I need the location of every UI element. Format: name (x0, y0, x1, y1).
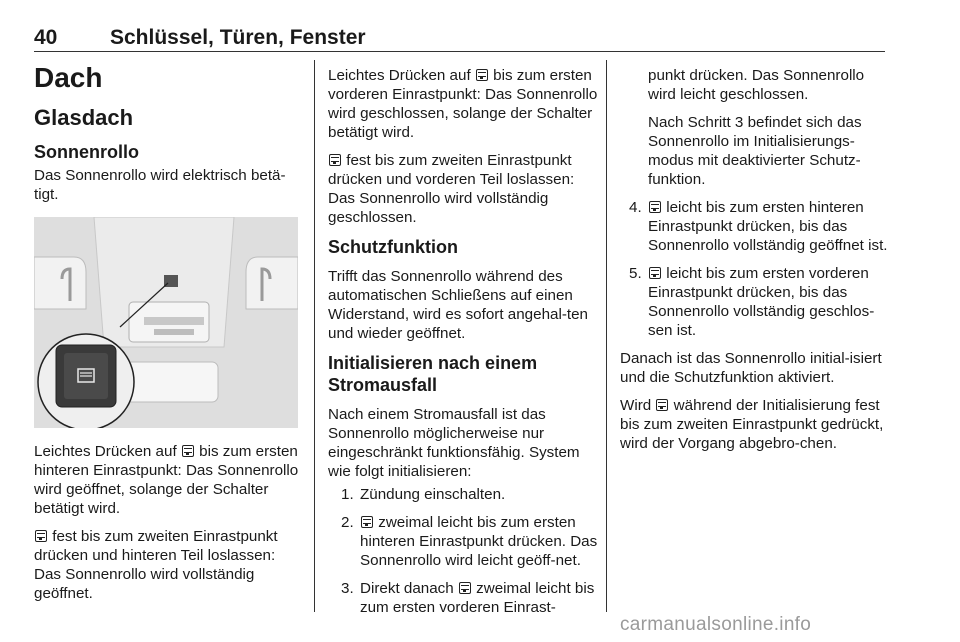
list-item (328, 485, 598, 504)
sunroof-switch-icon (182, 445, 194, 457)
text-run: bis zum ersten vorderen Einrastpunkt: Das Sonnenrollo wird geschlossen, solange der Schalter betätigt wird. (328, 67, 598, 141)
sunroof-switch-figure (34, 217, 298, 428)
sunroof-switch-icon (656, 399, 668, 411)
column-divider (606, 60, 607, 612)
list-number: 5. (629, 265, 642, 282)
list-item (328, 513, 598, 570)
list-item (328, 579, 598, 617)
text-run: Leichtes Drücken auf (34, 443, 181, 460)
text-run: zweimal leicht bis zum ersten hinteren Einrastpunkt drücken. Das Sonnenrollo wird leicht geöff-net. (360, 514, 598, 569)
intro-paragraph: Das Sonnenrollo wird elektrisch betä-tigt. (34, 167, 286, 203)
paragraph-close-full (328, 151, 598, 227)
text-run: während der Initialisierung fest bis zum zweiten Einrastpunkt gedrückt, wird der Vorgang abgebro-chen. (620, 397, 884, 452)
running-title: Schlüssel, Türen, Fenster (110, 26, 366, 49)
list-number: 3. (341, 580, 354, 597)
abort-paragraph (620, 396, 888, 453)
paragraph-open-partial (34, 442, 300, 518)
sunroof-switch-icon (459, 582, 471, 594)
text-run: fest bis zum zweiten Einrastpunkt drücken und vorderen Teil loslassen: Das Sonnenrollo wird vollständig geschlossen. (328, 152, 575, 226)
sunroof-switch-icon (476, 69, 488, 81)
text-run: fest bis zum zweiten Einrastpunkt drücken und hinteren Teil loslassen: Das Sonnenrollo wird vollständig geöffnet. (34, 528, 278, 602)
init-heading: Initialisieren nach einem Stromausfall (328, 353, 538, 395)
page-header (34, 26, 885, 52)
step3-note: Nach Schritt 3 befindet sich das Sonnenrollo im Initialisierungs-modus mit deaktivierter Schutz-funktion. (648, 114, 862, 188)
column-2 (328, 66, 598, 626)
subsection-title: Glasdach (34, 105, 134, 130)
text-run: Direkt danach (360, 580, 458, 597)
init-steps (328, 485, 598, 617)
list-number: 4. (629, 199, 642, 216)
init-steps-continued (620, 198, 888, 340)
header-rule (34, 51, 885, 52)
column-3 (620, 66, 888, 462)
paragraph-close-partial (328, 66, 598, 142)
after-init-paragraph: Danach ist das Sonnenrollo initial-isiert und die Schutzfunktion aktiviert. (620, 350, 882, 386)
text-run: bis zum ersten hinteren Einrastpunkt: Das Sonnenrollo wird geöffnet, solange der Schalter betätigt wird. (34, 443, 299, 517)
sunroof-switch-icon (329, 154, 341, 166)
protection-paragraph: Trifft das Sonnenrollo während des automatischen Schließens auf einen Widerstand, wird es sofort angehal-ten und wieder geöffnet. (328, 268, 589, 342)
list-number: 2. (341, 514, 354, 531)
watermark: carmanualsonline.info (620, 614, 812, 635)
list-number: 1. (341, 486, 354, 503)
init-paragraph: Nach einem Stromausfall ist das Sonnenrollo möglicherweise nur eingeschränkt funktionsfähig. System wie folgt initialisieren: (328, 406, 580, 480)
text-run: Zündung einschalten. (360, 486, 506, 503)
text-run: Leichtes Drücken auf (328, 67, 475, 84)
section-title: Dach (34, 62, 103, 93)
topic-title: Sonnenrollo (34, 142, 139, 162)
sunroof-switch-icon (361, 516, 373, 528)
sunroof-switch-icon (649, 267, 661, 279)
page-number: 40 (34, 26, 58, 49)
step3-continuation: punkt drücken. Das Sonnenrollo wird leicht geschlossen. (648, 67, 865, 103)
list-item (620, 198, 888, 255)
paragraph-open-full (34, 527, 300, 603)
protection-heading: Schutzfunktion (328, 237, 458, 257)
list-item (620, 264, 888, 340)
text-run: leicht bis zum ersten vorderen Einrastpunkt drücken, bis das Sonnenrollo vollständig geschlos-sen ist. (648, 265, 875, 339)
sunroof-switch-icon (35, 530, 47, 542)
text-run: Wird (620, 397, 656, 414)
column-1-body (34, 442, 300, 612)
text-run: leicht bis zum ersten hinteren Einrastpunkt drücken, bis das Sonnenrollo vollständig geöffnet ist. (648, 199, 888, 254)
roof-console-illustration (34, 217, 298, 428)
sunroof-switch-icon (649, 201, 661, 213)
column-divider (314, 60, 315, 612)
text-run: zweimal leicht bis zum ersten vorderen Einrast- (360, 580, 595, 616)
column-1-intro (34, 166, 298, 213)
